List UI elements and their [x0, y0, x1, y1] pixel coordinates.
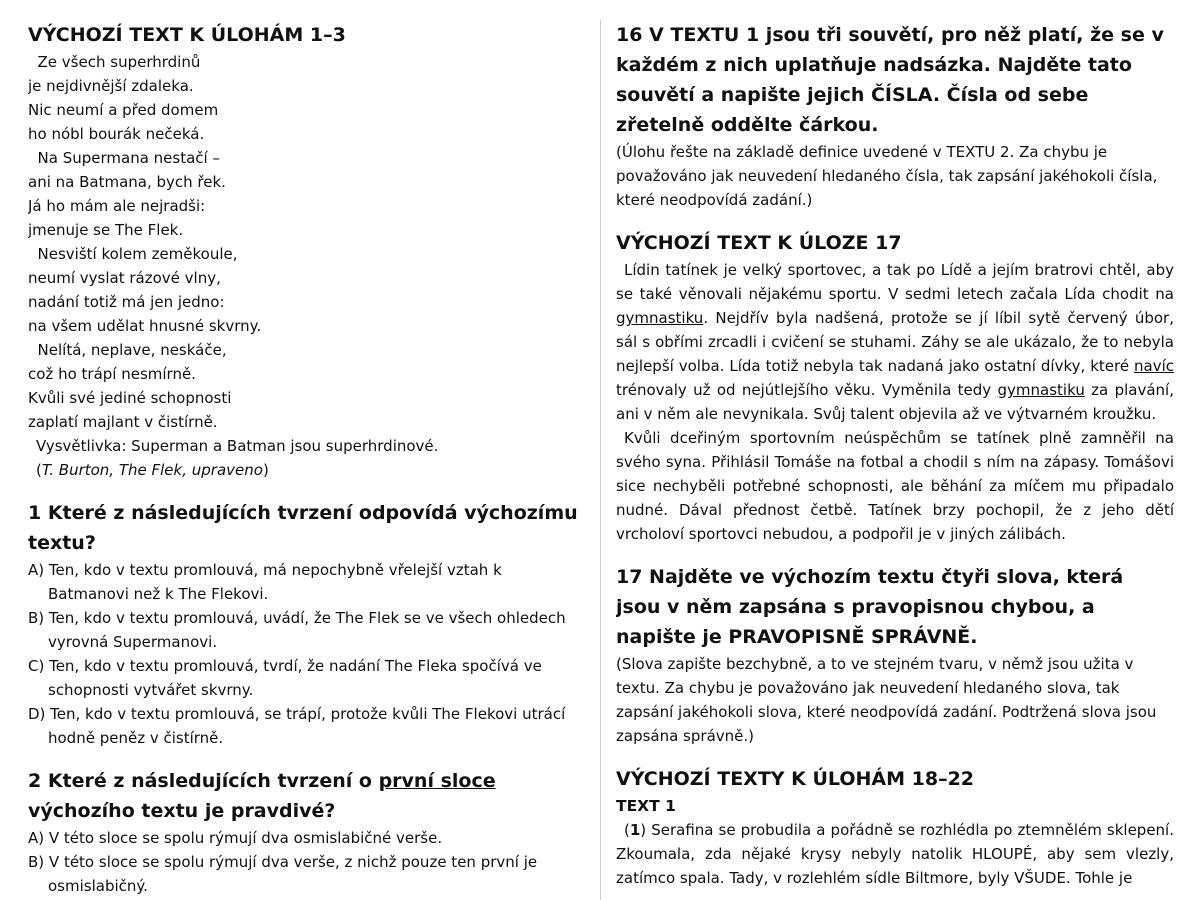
- paragraph-text: trénovaly už od nejútlejšího věku. Vyměnila tedy: [616, 381, 998, 399]
- underlined-word: navíc: [1134, 357, 1174, 375]
- poem-line: Na Supermana nestačí –: [28, 149, 220, 167]
- heading-source-texts-18-22: VÝCHOZÍ TEXTY K ÚLOHÁM 18–22: [616, 768, 975, 790]
- poem-line: což ho trápí nesmírně.: [28, 365, 196, 383]
- question-17-note: (Slova zapište bezchybně, a to ve stejném tvaru, v němž jsou užita v textu. Za chybu je považováno jak neuvedení hledaného slova, tak zapsání jakéhokoli slova, které neodpovídá zadání. Podtržená slova jsou zapsána správně.): [616, 655, 1157, 745]
- poem-line: jmenuje se The Flek.: [28, 221, 184, 239]
- question-17-title: 17 Najděte ve výchozím textu čtyři slova, která jsou v něm zapsána s pravopisnou chybou, a napište je PRAVOPISNĚ SPRÁVNĚ.: [616, 566, 1124, 648]
- underlined-word: gymnastiku: [616, 309, 704, 327]
- heading-source-text-17: VÝCHOZÍ TEXT K ÚLOZE 17: [616, 232, 902, 254]
- poem: [28, 50, 584, 434]
- question-2-option-b[interactable]: B) V této sloce se spolu rýmují dva verše, z nichž pouze ten první je osmislabičný.: [28, 853, 538, 895]
- source-text-paragraph-2: Kvůli dceřiným sportovním neúspěchům se tatínek plně zamněřil na svého syna. Přihlásil Tomáše na fotbal a chodil s ním na zápasy. Tomášovi sice nechyběli potřebné schopnosti, ale běhání za míčem mu připadalo nudné. Dával přednost četbě. Tatínek brzy pochopil, že z jeho dětí vrcholoví sportovci nebudou, a podpořil je v jiných zálibách.: [616, 429, 1174, 543]
- source-citation: [28, 458, 584, 482]
- source-paren-close: ): [262, 461, 269, 479]
- column-divider: [600, 20, 601, 900]
- question-2-option-a[interactable]: A) V této sloce se spolu rýmují dva osmislabičné verše.: [28, 829, 443, 847]
- poem-line: ho nóbl bourák nečeká.: [28, 125, 205, 143]
- question-1-title: 1 Které z následujících tvrzení odpovídá výchozímu textu?: [28, 502, 578, 554]
- question-1-option-d[interactable]: D) Ten, kdo v textu promlouvá, se trápí, protože kvůli The Flekovi utrácí hodně peněz v čistírně.: [28, 705, 566, 747]
- sentence-number: 1: [629, 821, 641, 839]
- sentence-paren-close: ): [640, 821, 647, 839]
- text-1-label: TEXT 1: [616, 797, 676, 815]
- poem-line: na všem udělat hnusné skvrny.: [28, 317, 262, 335]
- poem-line: je nejdivnější zdaleka.: [28, 77, 194, 95]
- question-2-title: [28, 766, 584, 826]
- question-1-option-c[interactable]: C) Ten, kdo v textu promlouvá, tvrdí, že nadání The Fleka spočívá ve schopnosti vytvářet skvrny.: [28, 657, 542, 699]
- paragraph-text: . Nejdřív byla nadšená, protože se jí líbil sytě červený úbor, sál s obřími zrcadli i cvičení se stuhami. Záhy se ale ukázalo, že to nebyla nejlepší volba. Lída totiž nebyla tak nadaná jako ostatní dívky, které: [616, 309, 1174, 375]
- question-2-title-part: 2 Které z následujících tvrzení o: [28, 770, 379, 792]
- paragraph-text: za plavání, ani v něm ale nevynikala. Svůj talent objevila až ve výtvarném kroužku.: [616, 381, 1174, 423]
- question-16-note: (Úlohu řešte na základě definice uvedené v TEXTU 2. Za chybu je považováno jak neuvedení hledaného čísla, tak zapsání jakéhokoli čísla, které neodpovídá zadání.): [616, 143, 1158, 209]
- question-1-option-a[interactable]: A) Ten, kdo v textu promlouvá, má nepochybně vřelejší vztah k Batmanovi než k The Flekovi.: [28, 561, 502, 603]
- poem-line: Nelítá, neplave, neskáče,: [28, 341, 227, 359]
- poem-line: nadání totiž má jen jedno:: [28, 293, 225, 311]
- source-text: T. Burton, The Flek, upraveno: [41, 461, 263, 479]
- poem-line: Nic neumí a před domem: [28, 101, 219, 119]
- question-16-title: 16 V TEXTU 1 jsou tři souvětí, pro něž platí, že se v každém z nich uplatňuje nadsázka. Najděte tato souvětí a napište jejich ČÍSLA. Čísla od sebe zřetelně oddělte čárkou.: [616, 24, 1164, 136]
- poem-line: Já ho mám ale nejradši:: [28, 197, 206, 215]
- source-paren-open: (: [36, 461, 42, 479]
- poem-line: Kvůli své jediné schopnosti: [28, 389, 232, 407]
- question-2-title-underlined: první sloce: [378, 770, 496, 792]
- text-1-content: Serafina se probudila a pořádně se rozhlédla po ztemnělém sklepení. Zkoumala, zda nějaké krysy nebyly natolik HLOUPÉ, aby sem vlezly, zatímco spala. Tady, v rozlehlém sídle Biltmore, byly VŠUDE. Tohle je: [616, 821, 1174, 887]
- explanation: Vysvětlivka: Superman a Batman jsou superhrdinové.: [36, 437, 439, 455]
- sentence-paren-open: (: [624, 821, 630, 839]
- heading-source-text-1-3: VÝCHOZÍ TEXT K ÚLOHÁM 1–3: [28, 24, 346, 46]
- question-1-option-b[interactable]: B) Ten, kdo v textu promlouvá, uvádí, že The Flek se ve všech ohledech vyrovná Supermanovi.: [28, 609, 566, 651]
- poem-line: neumí vyslat rázové vlny,: [28, 269, 221, 287]
- poem-line: zaplatí majlant v čistírně.: [28, 413, 218, 431]
- question-2-title-part: výchozího textu je pravdivé?: [28, 800, 336, 822]
- right-column: [616, 20, 1174, 900]
- left-column: [28, 20, 584, 900]
- source-text-paragraph-1: [616, 258, 1174, 426]
- underlined-word: gymnastiku: [997, 381, 1085, 399]
- poem-line: Nesviští kolem zeměkoule,: [28, 245, 238, 263]
- text-1-body: [616, 818, 1174, 890]
- poem-line: Ze všech superhrdinů: [28, 53, 201, 71]
- paragraph-text: Lídin tatínek je velký sportovec, a tak po Lídě a jejím bratrovi chtěl, aby se také věnovali nějakému sportu. V sedmi letech začala Lída chodit na: [616, 261, 1174, 303]
- poem-line: ani na Batmana, bych řek.: [28, 173, 226, 191]
